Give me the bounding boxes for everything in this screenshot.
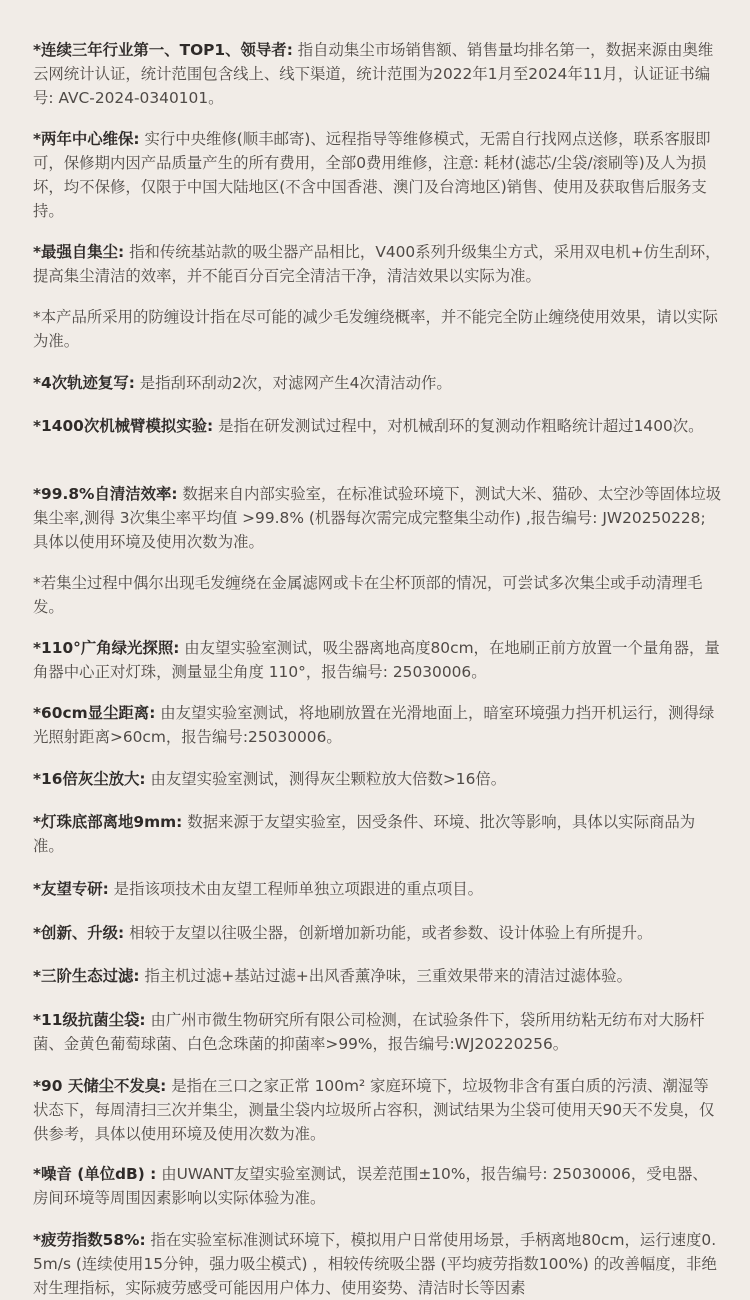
note-text: 指主机过滤+基站过滤+出风香薰净味，三重效果带来的清洁过滤体验。 [139,967,632,985]
note-noise [33,1162,723,1210]
note-uwant-research [33,877,723,901]
note-label: *两年中心维保: [33,130,140,148]
note-text: 指在实验室标准测试环境下，模拟用户日常使用场景，手柄离地80cm，运行速度0.5m/s (连续使用15分钟，强力吸尘模式) ，相较传统吸尘器 (平均疲劳指数100%) 的改善幅度，非绝对生理指标，实际疲劳感受可能因用户体力、使用姿势、清洁时长等因素 [33,1231,717,1297]
note-innovation-upgrade [33,921,723,945]
note-antibacterial-bag [33,1008,723,1056]
note-label: *三阶生态过滤: [33,967,140,985]
note-dust-magnify [33,767,723,791]
note-text: *若集尘过程中偶尔出现毛发缠绕在金属滤网或卡在尘杯顶部的情况，可尝试多次集尘或手动清理毛发。 [33,574,703,616]
note-90-day-storage [33,1074,723,1146]
note-dust-display-distance [33,701,723,749]
note-label: *110°广角绿光探照: [33,639,180,657]
note-label: *16倍灰尘放大: [33,770,146,788]
note-label: *1400次机械臂模拟实验: [33,417,214,435]
note-label: *连续三年行业第一、TOP1、领导者: [33,41,293,59]
note-text: 由广州市微生物研究所有限公司检测，在试验条件下，袋所用纺粘无纺布对大肠杆菌、金黄色葡萄球菌、白色念珠菌的抑菌率>99%，报告编号:WJ20220256。 [33,1011,705,1053]
note-lamp-height [33,810,723,858]
note-text: 是指在三口之家正常 100m² 家庭环境下，垃圾物非含有蛋白质的污渍、潮湿等状态下，每周清扫三次并集尘，测量尘袋内垃圾所占容积，测试结果为尘袋可使用天90天不发臭，仅供参考，具体以使用环境及使用次数为准。 [33,1077,715,1143]
note-label: *最强自集尘: [33,243,125,261]
note-text: 是指在研发测试过程中，对机械刮环的复测动作粗略统计超过1400次。 [213,417,704,435]
note-label: *灯珠底部离地9mm: [33,813,183,831]
note-text: 由友望实验室测试，测得灰尘颗粒放大倍数>16倍。 [145,770,507,788]
note-label: *友望专研: [33,880,109,898]
note-self-clean-efficiency [33,482,723,554]
note-text: 数据来源于友望实验室，因受条件、环境、批次等影响，具体以实际商品为准。 [33,813,696,855]
note-industry-first [33,38,723,110]
note-label: *创新、升级: [33,924,125,942]
note-text: *本产品所采用的防缠设计指在尽可能的减少毛发缠绕概率，并不能完全防止缠绕使用效果，请以实际为准。 [33,308,718,350]
note-fatigue-index [33,1228,723,1300]
note-label: *90 天储尘不发臭: [33,1077,167,1095]
note-text: 由友望实验室测试，吸尘器离地高度80cm，在地刷正前方放置一个量角器，量角器中心正对灯珠，测量显尘角度 110°，报告编号: 25030006。 [33,639,720,681]
note-label: *99.8%自清洁效率: [33,485,178,503]
note-text: 是指该项技术由友望工程师单独立项跟进的重点项目。 [108,880,484,898]
note-1400-tests [33,414,723,438]
note-green-light-angle [33,636,723,684]
note-text: 是指刮环刮动2次，对滤网产生4次清洁动作。 [134,374,452,392]
note-text: 由友望实验室测试，将地刷放置在光滑地面上，暗室环境强力挡开机运行，测得绿光照射距离>60cm，报告编号:25030006。 [33,704,715,746]
note-text: 由UWANT友望实验室测试，误差范围±10%，报告编号: 25030006，受电器、房间环境等周围因素影响以实际体验为准。 [33,1165,708,1207]
note-text: 实行中央维修(顺丰邮寄)、远程指导等维修模式，无需自行找网点送修，联系客服即可，保修期内因产品质量产生的所有费用，全部0费用维修，注意: 耗材(滤芯/尘袋/滚刷等)及人为损坏，均不保修，仅限于中国大陆地区(不含中国香港、澳门及台湾地区)销售、使用及获取售后服务支持。 [33,130,711,220]
note-label: *疲劳指数58%: [33,1231,146,1249]
note-text: 指和传统基站款的吸尘器产品相比，V400系列升级集尘方式，采用双电机+仿生刮环，提高集尘清洁的效率，并不能百分百完全清洁干净，清洁效果以实际为准。 [33,243,721,285]
note-label: *噪音 (单位dB) : [33,1165,157,1183]
note-three-stage-filter [33,964,723,988]
note-text: 指自动集尘市场销售额、销售量均排名第一，数据来源由奥维云网统计认证，统计范围包含线上、线下渠道，统计范围为2022年1月至2024年11月，认证证书编号: AVC-2024-0340101。 [33,41,714,107]
note-label: *11级抗菌尘袋: [33,1011,146,1029]
note-text: 数据来自内部实验室，在标准试验环境下，测试大米、猫砂、太空沙等固体垃圾集尘率,测得 3次集尘率平均值 >99.8% (机器每次需完成完整集尘动作) ,报告编号: JW20250228; 具体以使用环境及使用次数为准。 [33,485,722,551]
note-hair-tangle-tip [33,571,723,619]
note-label: *4次轨迹复写: [33,374,135,392]
note-anti-tangle [33,305,723,353]
note-two-year-warranty [33,127,723,223]
note-label: *60cm显尘距离: [33,704,156,722]
note-four-pass [33,371,723,395]
note-text: 相较于友望以往吸尘器，创新增加新功能，或者参数、设计体验上有所提升。 [124,924,653,942]
note-strongest-self-collect [33,240,723,288]
